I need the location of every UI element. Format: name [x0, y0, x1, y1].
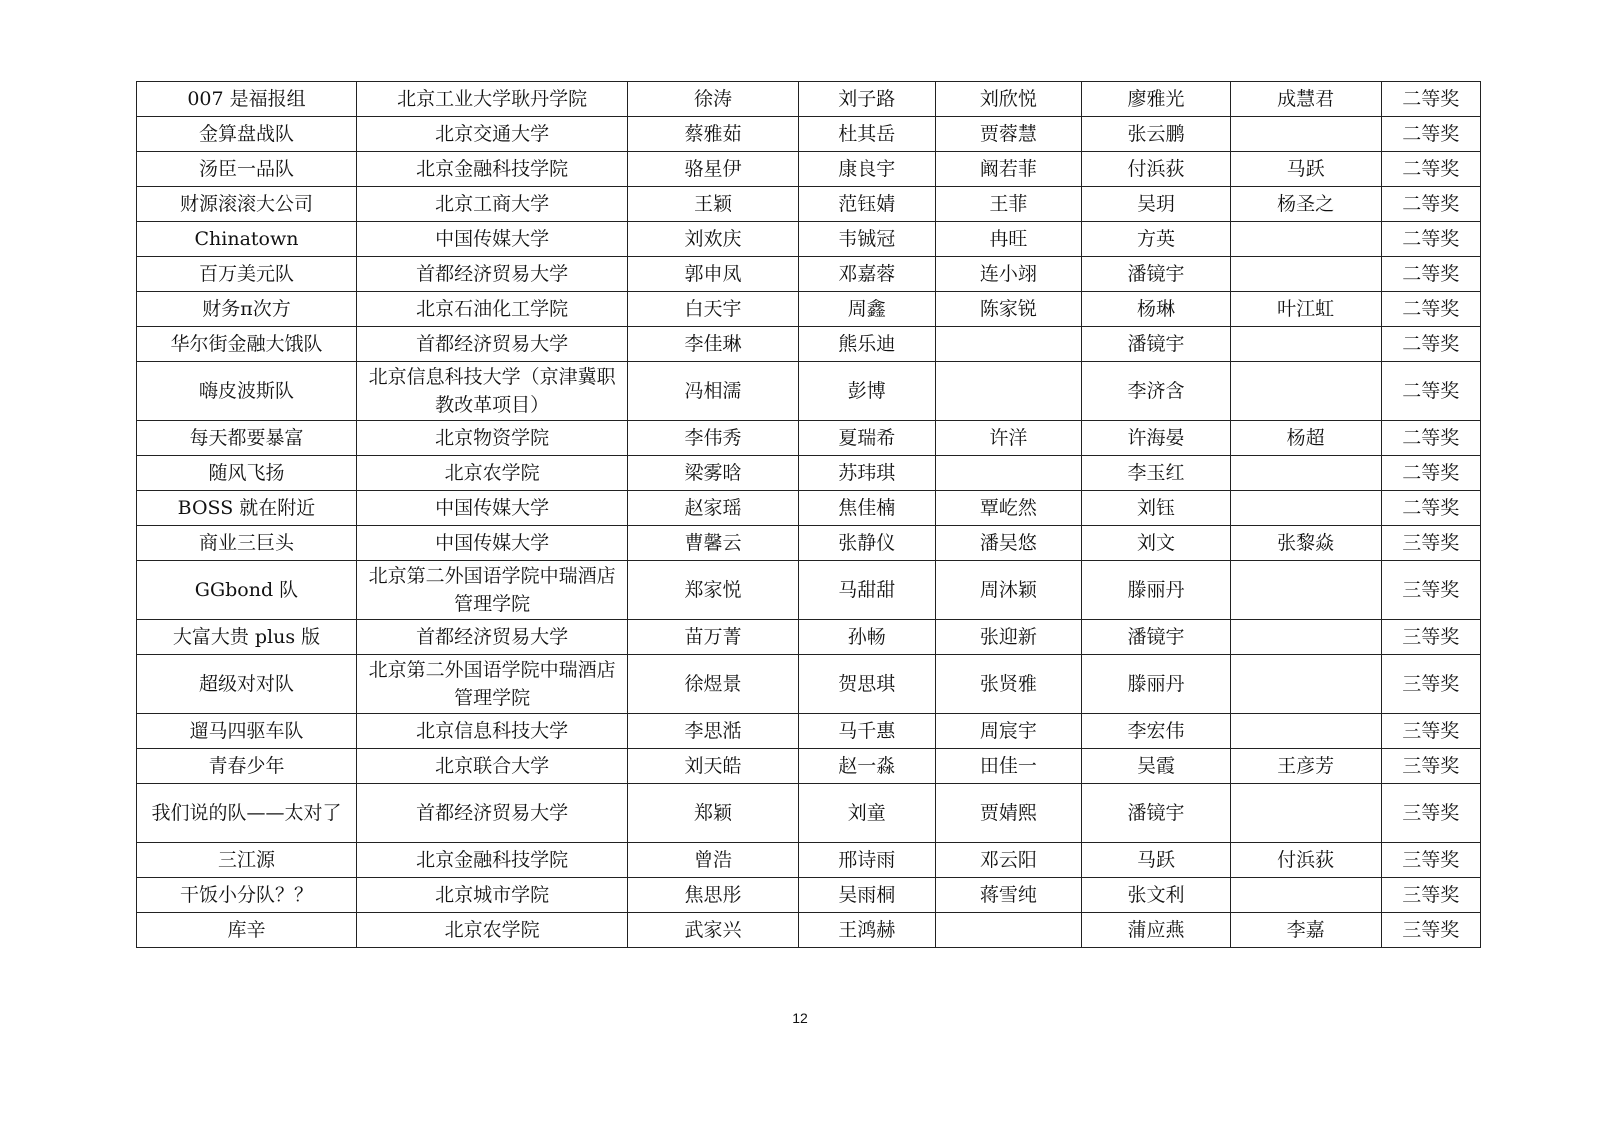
member-1-cell: 郭申凤 — [628, 257, 799, 292]
award-cell: 三等奖 — [1381, 878, 1481, 913]
table-row — [137, 421, 1481, 456]
advisor-cell: 李玉红 — [1082, 456, 1231, 491]
school-cell: 首都经济贸易大学 — [356, 257, 627, 292]
member-2-cell: 夏瑞希 — [798, 421, 935, 456]
member-1-cell: 蔡雅茹 — [628, 117, 799, 152]
advisor-cell: 廖雅光 — [1082, 82, 1231, 117]
award-cell: 三等奖 — [1381, 749, 1481, 784]
member-1-cell: 苗万菁 — [628, 620, 799, 655]
award-cell: 二等奖 — [1381, 257, 1481, 292]
award-cell: 二等奖 — [1381, 117, 1481, 152]
member-1-cell: 郑家悦 — [628, 561, 799, 620]
advisor-cell: 蒲应燕 — [1082, 913, 1231, 948]
team-name-cell: 干饭小分队？？ — [137, 878, 357, 913]
advisor-cell: 杨琳 — [1082, 292, 1231, 327]
member-1-cell: 曹馨云 — [628, 526, 799, 561]
member-4-cell — [1230, 784, 1381, 843]
table-row — [137, 526, 1481, 561]
table-row — [137, 561, 1481, 620]
table-row — [137, 327, 1481, 362]
team-name-cell: 财务π次方 — [137, 292, 357, 327]
advisor-cell: 吴霞 — [1082, 749, 1231, 784]
team-name-cell: 百万美元队 — [137, 257, 357, 292]
table-row — [137, 187, 1481, 222]
award-cell: 三等奖 — [1381, 784, 1481, 843]
member-2-cell: 邓嘉蓉 — [798, 257, 935, 292]
member-3-cell: 覃屹然 — [935, 491, 1082, 526]
team-name-cell: 财源滚滚大公司 — [137, 187, 357, 222]
table-row — [137, 878, 1481, 913]
award-cell: 二等奖 — [1381, 327, 1481, 362]
member-1-cell: 李伟秀 — [628, 421, 799, 456]
table-row — [137, 913, 1481, 948]
member-2-cell: 王鸿赫 — [798, 913, 935, 948]
award-cell: 三等奖 — [1381, 620, 1481, 655]
advisor-cell: 潘镜宇 — [1082, 620, 1231, 655]
member-2-cell: 周鑫 — [798, 292, 935, 327]
member-1-cell: 焦思彤 — [628, 878, 799, 913]
school-cell: 北京城市学院 — [356, 878, 627, 913]
school-cell: 北京物资学院 — [356, 421, 627, 456]
table-row — [137, 456, 1481, 491]
school-cell: 北京工商大学 — [356, 187, 627, 222]
school-cell: 中国传媒大学 — [356, 491, 627, 526]
advisor-cell: 付浜荻 — [1082, 152, 1231, 187]
member-4-cell: 杨超 — [1230, 421, 1381, 456]
member-1-cell: 冯相濡 — [628, 362, 799, 421]
member-4-cell — [1230, 456, 1381, 491]
table-row — [137, 620, 1481, 655]
school-cell: 北京金融科技学院 — [356, 843, 627, 878]
award-cell: 二等奖 — [1381, 82, 1481, 117]
table-row — [137, 491, 1481, 526]
member-1-cell: 武家兴 — [628, 913, 799, 948]
advisor-cell: 潘镜宇 — [1082, 784, 1231, 843]
school-cell: 首都经济贸易大学 — [356, 784, 627, 843]
award-cell: 二等奖 — [1381, 421, 1481, 456]
member-4-cell — [1230, 561, 1381, 620]
member-2-cell: 孙畅 — [798, 620, 935, 655]
table-row — [137, 117, 1481, 152]
member-4-cell: 张黎焱 — [1230, 526, 1381, 561]
page-number: 12 — [792, 1010, 808, 1026]
member-2-cell: 马千惠 — [798, 714, 935, 749]
member-4-cell — [1230, 714, 1381, 749]
team-name-cell: GGbond 队 — [137, 561, 357, 620]
member-1-cell: 白天宇 — [628, 292, 799, 327]
table-row — [137, 222, 1481, 257]
member-3-cell — [935, 913, 1082, 948]
member-4-cell — [1230, 362, 1381, 421]
member-4-cell: 李嘉 — [1230, 913, 1381, 948]
member-1-cell: 骆星伊 — [628, 152, 799, 187]
school-cell: 北京第二外国语学院中瑞酒店管理学院 — [356, 655, 627, 714]
member-3-cell — [935, 327, 1082, 362]
team-name-cell: 我们说的队——太对了 — [137, 784, 357, 843]
member-3-cell: 王菲 — [935, 187, 1082, 222]
team-name-cell: 三江源 — [137, 843, 357, 878]
school-cell: 北京信息科技大学（京津冀职教改革项目） — [356, 362, 627, 421]
member-3-cell: 贾婧熙 — [935, 784, 1082, 843]
member-3-cell: 冉旺 — [935, 222, 1082, 257]
table-row — [137, 843, 1481, 878]
member-4-cell — [1230, 655, 1381, 714]
member-4-cell: 王彦芳 — [1230, 749, 1381, 784]
member-1-cell: 郑颖 — [628, 784, 799, 843]
member-3-cell: 潘吴悠 — [935, 526, 1082, 561]
member-3-cell: 阚若菲 — [935, 152, 1082, 187]
school-cell: 北京金融科技学院 — [356, 152, 627, 187]
award-cell: 二等奖 — [1381, 491, 1481, 526]
table-row — [137, 152, 1481, 187]
member-3-cell: 周沐颖 — [935, 561, 1082, 620]
member-1-cell: 李思湉 — [628, 714, 799, 749]
member-2-cell: 邢诗雨 — [798, 843, 935, 878]
school-cell: 北京工业大学耿丹学院 — [356, 82, 627, 117]
award-cell: 三等奖 — [1381, 655, 1481, 714]
member-3-cell — [935, 456, 1082, 491]
member-3-cell: 张贤雅 — [935, 655, 1082, 714]
school-cell: 北京第二外国语学院中瑞酒店管理学院 — [356, 561, 627, 620]
awards-table-body — [137, 82, 1481, 948]
member-2-cell: 吴雨桐 — [798, 878, 935, 913]
team-name-cell: 大富大贵 plus 版 — [137, 620, 357, 655]
award-cell: 三等奖 — [1381, 561, 1481, 620]
advisor-cell: 许海晏 — [1082, 421, 1231, 456]
member-1-cell: 徐煜景 — [628, 655, 799, 714]
member-2-cell: 彭博 — [798, 362, 935, 421]
school-cell: 首都经济贸易大学 — [356, 327, 627, 362]
member-2-cell: 贺思琪 — [798, 655, 935, 714]
member-4-cell: 马跃 — [1230, 152, 1381, 187]
school-cell: 北京石油化工学院 — [356, 292, 627, 327]
member-4-cell — [1230, 327, 1381, 362]
advisor-cell: 滕丽丹 — [1082, 561, 1231, 620]
member-3-cell: 刘欣悦 — [935, 82, 1082, 117]
member-2-cell: 刘子路 — [798, 82, 935, 117]
member-1-cell: 王颖 — [628, 187, 799, 222]
school-cell: 北京农学院 — [356, 456, 627, 491]
member-3-cell — [935, 362, 1082, 421]
team-name-cell: 遛马四驱车队 — [137, 714, 357, 749]
table-row — [137, 749, 1481, 784]
advisor-cell: 刘钰 — [1082, 491, 1231, 526]
team-name-cell: 汤臣一品队 — [137, 152, 357, 187]
member-3-cell: 连小翊 — [935, 257, 1082, 292]
advisor-cell: 李济含 — [1082, 362, 1231, 421]
award-cell: 二等奖 — [1381, 187, 1481, 222]
school-cell: 北京农学院 — [356, 913, 627, 948]
award-cell: 二等奖 — [1381, 456, 1481, 491]
table-row — [137, 714, 1481, 749]
member-4-cell: 杨圣之 — [1230, 187, 1381, 222]
member-1-cell: 李佳琳 — [628, 327, 799, 362]
member-1-cell: 徐涛 — [628, 82, 799, 117]
advisor-cell: 马跃 — [1082, 843, 1231, 878]
member-2-cell: 杜其岳 — [798, 117, 935, 152]
member-2-cell: 刘童 — [798, 784, 935, 843]
member-4-cell — [1230, 117, 1381, 152]
member-1-cell: 曾浩 — [628, 843, 799, 878]
award-cell: 二等奖 — [1381, 222, 1481, 257]
member-2-cell: 韦铖冠 — [798, 222, 935, 257]
school-cell: 北京信息科技大学 — [356, 714, 627, 749]
team-name-cell: 每天都要暴富 — [137, 421, 357, 456]
award-cell: 三等奖 — [1381, 843, 1481, 878]
member-3-cell: 许洋 — [935, 421, 1082, 456]
table-row — [137, 784, 1481, 843]
advisor-cell: 滕丽丹 — [1082, 655, 1231, 714]
team-name-cell: 随风飞扬 — [137, 456, 357, 491]
member-3-cell: 田佳一 — [935, 749, 1082, 784]
team-name-cell: 商业三巨头 — [137, 526, 357, 561]
member-4-cell: 成慧君 — [1230, 82, 1381, 117]
team-name-cell: Chinatown — [137, 222, 357, 257]
member-1-cell: 赵家瑶 — [628, 491, 799, 526]
member-3-cell: 贾蓉慧 — [935, 117, 1082, 152]
member-1-cell: 刘天皓 — [628, 749, 799, 784]
advisor-cell: 刘文 — [1082, 526, 1231, 561]
member-2-cell: 马甜甜 — [798, 561, 935, 620]
award-cell: 三等奖 — [1381, 526, 1481, 561]
member-1-cell: 梁雾晗 — [628, 456, 799, 491]
table-row — [137, 362, 1481, 421]
member-4-cell — [1230, 878, 1381, 913]
advisor-cell: 吴玥 — [1082, 187, 1231, 222]
awards-table — [136, 81, 1481, 948]
advisor-cell: 方英 — [1082, 222, 1231, 257]
school-cell: 中国传媒大学 — [356, 526, 627, 561]
member-4-cell — [1230, 257, 1381, 292]
member-4-cell — [1230, 491, 1381, 526]
member-2-cell: 熊乐迪 — [798, 327, 935, 362]
team-name-cell: 007 是福报组 — [137, 82, 357, 117]
member-4-cell — [1230, 620, 1381, 655]
member-3-cell: 张迎新 — [935, 620, 1082, 655]
table-row — [137, 82, 1481, 117]
award-cell: 二等奖 — [1381, 152, 1481, 187]
member-3-cell: 陈家锐 — [935, 292, 1082, 327]
advisor-cell: 潘镜宇 — [1082, 327, 1231, 362]
member-2-cell: 赵一淼 — [798, 749, 935, 784]
team-name-cell: 华尔街金融大饿队 — [137, 327, 357, 362]
table-row — [137, 292, 1481, 327]
school-cell: 中国传媒大学 — [356, 222, 627, 257]
member-2-cell: 焦佳楠 — [798, 491, 935, 526]
award-cell: 二等奖 — [1381, 362, 1481, 421]
member-3-cell: 邓云阳 — [935, 843, 1082, 878]
table-row — [137, 655, 1481, 714]
team-name-cell: 库辛 — [137, 913, 357, 948]
member-1-cell: 刘欢庆 — [628, 222, 799, 257]
member-3-cell: 周宸宇 — [935, 714, 1082, 749]
team-name-cell: 金算盘战队 — [137, 117, 357, 152]
table-row — [137, 257, 1481, 292]
school-cell: 首都经济贸易大学 — [356, 620, 627, 655]
award-cell: 二等奖 — [1381, 292, 1481, 327]
member-2-cell: 苏玮琪 — [798, 456, 935, 491]
member-4-cell — [1230, 222, 1381, 257]
team-name-cell: 青春少年 — [137, 749, 357, 784]
school-cell: 北京联合大学 — [356, 749, 627, 784]
advisor-cell: 潘镜宇 — [1082, 257, 1231, 292]
team-name-cell: 超级对对队 — [137, 655, 357, 714]
member-4-cell: 付浜荻 — [1230, 843, 1381, 878]
advisor-cell: 李宏伟 — [1082, 714, 1231, 749]
team-name-cell: 嗨皮波斯队 — [137, 362, 357, 421]
advisor-cell: 张文利 — [1082, 878, 1231, 913]
team-name-cell: BOSS 就在附近 — [137, 491, 357, 526]
member-2-cell: 康良宇 — [798, 152, 935, 187]
award-cell: 三等奖 — [1381, 714, 1481, 749]
school-cell: 北京交通大学 — [356, 117, 627, 152]
member-4-cell: 叶江虹 — [1230, 292, 1381, 327]
award-cell: 三等奖 — [1381, 913, 1481, 948]
member-3-cell: 蒋雪纯 — [935, 878, 1082, 913]
advisor-cell: 张云鹏 — [1082, 117, 1231, 152]
member-2-cell: 范钰婧 — [798, 187, 935, 222]
member-2-cell: 张静仪 — [798, 526, 935, 561]
